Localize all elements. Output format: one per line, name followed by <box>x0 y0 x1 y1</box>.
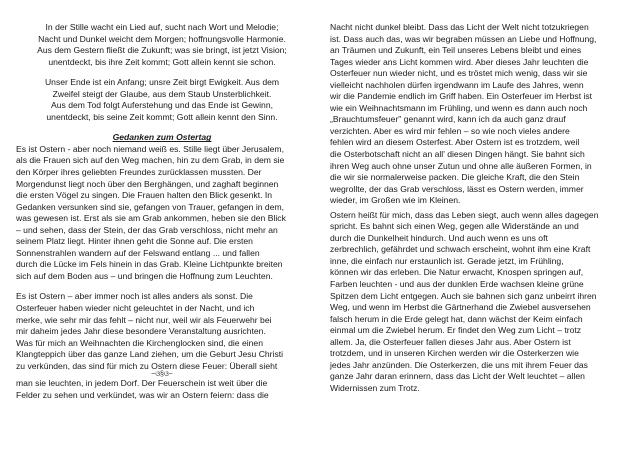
spacer <box>16 123 308 132</box>
poem-line: Zweifel steigt der Glaube, aus dem Staub Unsterblichkeit. <box>52 88 272 99</box>
text-line: Sonnenstrahlen wandern auf der Felswand entlang ... und fallen <box>16 247 260 258</box>
text-line: inne, die einfach nur erstaunlich ist. Gerade jetzt, im Frühling, <box>330 255 564 266</box>
poem-stanza-2 <box>16 77 308 123</box>
text-line: einmal um die Zwiebel herum. Er findet den Weg zum Licht – trotz <box>330 325 582 336</box>
text-line: Spitzen dem Licht entgegen. Auch sie bahnen sich ganz unbeirrt ihren <box>330 290 597 301</box>
text-line: trotzdem, und in unseren Kirchen werden wir die Osterkerzen wie <box>330 348 579 359</box>
text-line: wir die Pandemie endlich im Griff haben. Ein Osterfeuer im Herbst ist <box>330 91 593 102</box>
decorative-ornament: ~ଓ§ଓ~ <box>151 371 173 379</box>
text-line: „Brauchtumsfeuer" genannt wird, kann ich da auch ganz drauf <box>330 114 566 125</box>
text-line: durch die Dunkelheit hindurch. Und auch wenn es uns oft <box>330 232 548 243</box>
text-line: Klangteppich über das ganze Land ziehen, um die Geburt Jesu Christi <box>16 349 284 360</box>
text-line: fehlen wird an diesem Osterfest. Aber Ostern ist es trotzdem, weil <box>330 137 580 148</box>
text-line: wegrollte, der das Grab verschloss, lässt es Ostern werden, immer <box>330 183 584 194</box>
poem-line: unentdeckt, bis seine Zeit kommt; Gott allein kennt den Sinn. <box>46 111 278 122</box>
text-line: wie ein Weihnachtsmann im Frühling, und wenn es dann auch noch <box>330 102 588 113</box>
text-line: Es ist Ostern - aber noch niemand weiß es. Stille liegt über Jerusalem, <box>16 143 284 154</box>
text-line: ist. Dass auch das, was wir begraben müssen an Liebe und Hoffnung, <box>330 33 597 44</box>
text-line: was gewesen ist. Erst als sie am Grab ankommen, heben sie den Blick <box>16 213 286 224</box>
paragraph-4 <box>330 210 626 395</box>
text-line: Osterfeuer haben wieder nicht geleuchtet in der Nacht, und ich <box>16 303 255 314</box>
poem-stanza-1 <box>16 22 308 68</box>
poem-line: In der Stille wacht ein Lied auf, sucht nach Wort und Melodie; <box>45 22 279 32</box>
paragraph-1 <box>16 144 308 283</box>
text-line: spricht. Es bahnt sich einen Weg, gegen alle Widerstände an und <box>330 221 579 232</box>
spacer <box>16 282 308 291</box>
text-line: falsch herum in die Erde gelegt hat, dann wächst der Keim einfach <box>330 313 583 324</box>
poem-line: Aus dem Tod folgt Auferstehung und das Ende ist Gewinn, <box>51 100 273 111</box>
text-line: Was für mich an Weihnachten die Kirchenglocken sind, die einen <box>16 337 263 348</box>
text-line: man sie leuchten, in jedem Dorf. Der Feuerschein ist weit über die <box>16 378 268 389</box>
text-line: mir daheim jedes Jahr diese besondere Veranstaltung ausrichten. <box>16 326 266 337</box>
text-line: wieder, im Großen wie im Kleinen. <box>330 195 461 206</box>
text-line: als die Frauen sich auf den Weg machen, hin zu dem Grab, in dem sie <box>16 155 285 166</box>
text-line: jedes Jahr anzünden. Die Osterkerzen, die uns mit ihrem Feuer das <box>330 359 588 370</box>
text-line: Tages wieder ans Licht kommen wird. Aber dieses Jahr leuchten die <box>330 56 589 67</box>
text-line: vielleicht nachholen dürfen irgendwann im Laufe des Jahres, wenn <box>330 79 584 90</box>
text-line: Gedanken versunken sind sie, gefangen von Trauer, gefangen in dem, <box>16 201 285 212</box>
text-line: sich auf dem Boden aus – und bringen die Hoffnung zum Leuchten. <box>16 270 273 281</box>
text-line: Nacht nicht dunkel bleibt. Dass das Licht der Welt nicht totzukriegen <box>330 22 589 32</box>
text-line: Ostern heißt für mich, dass das Leben siegt, auch wenn alles dagegen <box>330 209 599 220</box>
text-line: die ersten Vögel zu singen. Die Frauen halten den Blick gesenkt. In <box>16 190 273 201</box>
poem-line: Nacht und Dunkel weicht dem Morgen; hoffnungsvolle Harmonie. <box>38 33 286 44</box>
left-column <box>16 22 308 401</box>
poem-line: Unser Ende ist ein Anfang; unsre Zeit birgt Ewigkeit. Aus dem <box>44 77 280 88</box>
text-line: Weg, und wenn im Herbst die Gärtnerhand die Zwiebel ausversehen <box>330 302 591 313</box>
paragraph-3 <box>330 22 626 207</box>
text-line: – und sehen, dass der Stein, der das Grab verschloss, nicht mehr an <box>16 224 278 235</box>
text-line: Widernissen zum Trotz. <box>330 382 420 393</box>
text-line: zu verkünden, das sind für mich zu Ostern diese Feuer: Überall sieht <box>16 360 278 371</box>
text-line: Morgendunst liegt noch über den Berghängen, und zaghaft beginnen <box>16 178 279 189</box>
section-title: Gedanken zum Ostertag <box>112 132 212 143</box>
text-line: Farben leuchten - und aus der dunklen Erde wachsen kleine grüne <box>330 279 584 290</box>
text-line: an Träumen und Zukunft, ein Teil unseres Lebens bleibt und eines <box>330 45 582 56</box>
right-column <box>330 22 626 395</box>
paragraph-2 <box>16 291 308 401</box>
text-line: ganze Jahr daran erinnern, dass das Licht der Welt leuchtet – allen <box>330 371 585 382</box>
text-line: seinem Platz liegt. Hinter ihnen geht die Sonne auf. Die ersten <box>16 236 253 247</box>
poem-line: Aus dem Gestern fließt die Zukunft; was sie bringt, ist jetzt Vision; <box>37 45 287 56</box>
text-line: allem. Ja, die Osterfeuer fallen dieses Jahr aus. Aber Ostern ist <box>330 336 571 347</box>
text-line: Osterfeuer nun wieder nicht, und es tröstet mich wenig, dass wir sie <box>330 68 588 79</box>
text-line: können wir das erleben. Die Natur erwacht, Knospen springen auf, <box>330 267 584 278</box>
poem-line: unentdeckt, bis ihre Zeit kommt; Gott allein kennt sie schon. <box>48 56 276 67</box>
text-line: Felder zu sehen und verkündet, was wir an Ostern feiern: dass die <box>16 389 269 400</box>
text-line: durch die Lücke im Fels hinein in das Grab. Kleine Lichtpunkte breiten <box>16 259 283 270</box>
text-line: verzichten. Aber es wird mir fehlen – so wie noch vieles andere <box>330 125 570 136</box>
text-line: Es ist Ostern – aber immer noch ist alles anders als sonst. Die <box>16 291 253 302</box>
text-line: die Osterbotschaft nicht an all' diesen Dingen hängt. Sie bahnt sich <box>330 149 585 160</box>
text-line: den Körper ihres geliebten Freundes zurücklassen mussten. Der <box>16 167 262 178</box>
text-line: zerbrechlich, gefährdet und schwach erscheint, wohnt ihm eine Kraft <box>330 244 591 255</box>
text-line: merke, wie sehr mir das fehlt – nicht nur, weil wir als Feuerwehr bei <box>16 314 272 325</box>
spacer <box>16 68 308 77</box>
text-line: die wir sie normalerweise packen. Die gleiche Kraft, die den Stein <box>330 172 580 183</box>
text-line: ihren Weg auch ohne unser Zutun und ohne alle äußeren Formen, in <box>330 160 592 171</box>
